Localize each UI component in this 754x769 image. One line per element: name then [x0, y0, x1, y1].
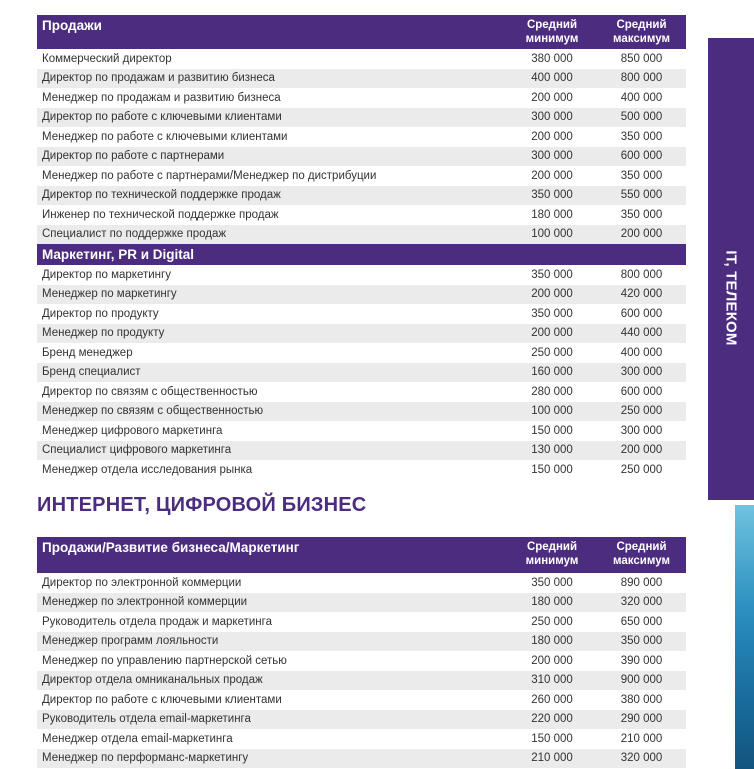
salary-max-cell: 300 000	[597, 363, 686, 383]
salary-min-cell: 200 000	[531, 130, 573, 143]
position-name-cell: Менеджер цифрового маркетинга	[42, 424, 223, 437]
position-name-cell: Менеджер отдела email-маркетинга	[42, 732, 233, 745]
table-row	[37, 690, 686, 710]
salary-min-cell: 160 000	[507, 363, 597, 383]
salary-table-it-telecom	[37, 15, 686, 480]
table-subheader-row	[37, 244, 686, 265]
salary-min-cell: 260 000	[531, 693, 573, 706]
salary-max-cell: 440 000	[597, 324, 686, 344]
salary-max-cell: 250 000	[597, 402, 686, 422]
table-row	[37, 421, 686, 441]
table-row	[37, 88, 686, 108]
position-name-cell: Менеджер по продукту	[37, 324, 507, 344]
salary-max-cell: 400 000	[620, 346, 663, 359]
position-name-cell: Директор по продажам и развитию бизнеса	[37, 69, 507, 89]
salary-min-cell: 210 000	[507, 749, 597, 769]
salary-min-cell: 310 000	[507, 671, 597, 691]
position-name-cell: Директор отдела омниканальных продаж	[37, 671, 507, 691]
salary-min-cell: 380 000	[531, 52, 573, 65]
salary-max-cell: 500 000	[597, 108, 686, 128]
salary-max-cell: 420 000	[597, 285, 686, 305]
table-row	[37, 304, 686, 324]
section-side-tab	[708, 38, 754, 500]
table-row	[37, 147, 686, 167]
salary-min-cell: 130 000	[507, 441, 597, 461]
table-row	[37, 441, 686, 461]
table-row	[37, 593, 686, 613]
table-row	[37, 573, 686, 593]
position-name-cell: Бренд менеджер	[42, 346, 133, 359]
table-header-title: Продажи/Развитие бизнеса/Маркетинг	[37, 537, 507, 573]
salary-min-cell: 200 000	[507, 285, 597, 305]
salary-max-cell: 320 000	[597, 749, 686, 769]
table-row	[37, 651, 686, 671]
sidebar-gradient-decoration	[735, 505, 754, 769]
position-name-cell: Директор по работе с ключевыми клиентами	[42, 693, 282, 706]
salary-max-cell: 390 000	[620, 654, 663, 667]
table-row	[37, 343, 686, 363]
table-row	[37, 460, 686, 480]
table-body-internet-sales	[37, 573, 686, 768]
position-name-cell: Коммерческий директор	[42, 52, 172, 65]
salary-max-cell: 320 000	[597, 593, 686, 613]
salary-table-internet	[37, 537, 686, 768]
salary-min-cell: 200 000	[531, 654, 573, 667]
table-row	[37, 108, 686, 128]
salary-max-cell: 380 000	[620, 693, 663, 706]
table-row	[37, 382, 686, 402]
salary-max-cell: 550 000	[597, 186, 686, 206]
position-name-cell: Директор по маркетингу	[42, 268, 171, 281]
column-header-min: Средний минимум	[507, 15, 597, 49]
salary-min-cell: 350 000	[507, 186, 597, 206]
salary-min-cell: 100 000	[507, 402, 597, 422]
salary-min-cell: 280 000	[531, 385, 573, 398]
table-row	[37, 363, 686, 383]
salary-min-cell: 200 000	[531, 91, 573, 104]
salary-max-cell: 350 000	[597, 632, 686, 652]
salary-min-cell: 150 000	[531, 424, 573, 437]
salary-max-cell: 200 000	[597, 225, 686, 245]
salary-max-cell: 600 000	[620, 307, 663, 320]
section-title: ИНТЕРНЕТ, ЦИФРОВОЙ БИЗНЕС	[37, 494, 367, 516]
table-row	[37, 710, 686, 730]
salary-min-cell: 220 000	[507, 710, 597, 730]
column-header-min: Средний минимум	[507, 537, 597, 573]
position-name-cell: Менеджер по работе с партнерами/Менеджер по дистрибуции	[42, 169, 377, 182]
salary-min-cell: 100 000	[507, 225, 597, 245]
salary-min-cell: 200 000	[507, 324, 597, 344]
position-name-cell: Менеджер по продажам и развитию бизнеса	[42, 91, 281, 104]
position-name-cell: Руководитель отдела продаж и маркетинга	[42, 615, 272, 628]
salary-max-cell: 210 000	[620, 732, 663, 745]
table-row	[37, 49, 686, 69]
position-name-cell: Бренд специалист	[37, 363, 507, 383]
table-subheader-title: Маркетинг, PR и Digital	[37, 244, 686, 265]
position-name-cell: Директор по электронной коммерции	[42, 576, 242, 589]
salary-max-cell: 350 000	[620, 169, 663, 182]
table-header-row	[37, 537, 686, 573]
position-name-cell: Менеджер программ лояльности	[37, 632, 507, 652]
position-name-cell: Менеджер по маркетингу	[37, 285, 507, 305]
table-row	[37, 402, 686, 422]
table-body-marketing	[37, 265, 686, 480]
salary-max-cell: 350 000	[620, 208, 663, 221]
salary-max-cell: 300 000	[620, 424, 663, 437]
table-row	[37, 632, 686, 652]
table-row	[37, 324, 686, 344]
position-name-cell: Менеджер по электронной коммерции	[37, 593, 507, 613]
table-row	[37, 186, 686, 206]
salary-max-cell: 200 000	[597, 441, 686, 461]
column-header-max: Средний максимум	[597, 537, 686, 573]
salary-min-cell: 250 000	[531, 615, 573, 628]
table-row	[37, 612, 686, 632]
salary-min-cell: 150 000	[531, 732, 573, 745]
position-name-cell: Инженер по технической поддержке продаж	[42, 208, 279, 221]
salary-min-cell: 180 000	[531, 208, 573, 221]
salary-max-cell: 600 000	[620, 385, 663, 398]
table-body-sales	[37, 49, 686, 244]
table-row	[37, 127, 686, 147]
salary-min-cell: 300 000	[507, 108, 597, 128]
position-name-cell: Директор по работе с ключевыми клиентами	[37, 108, 507, 128]
salary-max-cell: 350 000	[620, 130, 663, 143]
position-name-cell: Специалист цифрового маркетинга	[37, 441, 507, 461]
table-row	[37, 285, 686, 305]
table-row	[37, 265, 686, 285]
salary-min-cell: 180 000	[507, 632, 597, 652]
salary-min-cell: 150 000	[531, 463, 573, 476]
salary-max-cell: 900 000	[597, 671, 686, 691]
position-name-cell: Менеджер по связям с общественностью	[37, 402, 507, 422]
position-name-cell: Директор по работе с партнерами	[37, 147, 507, 167]
side-tab-label: IT, ТЕЛЕКОМ	[722, 250, 740, 346]
table-row	[37, 749, 686, 769]
position-name-cell: Руководитель отдела email-маркетинга	[37, 710, 507, 730]
table-row	[37, 205, 686, 225]
salary-max-cell: 800 000	[620, 268, 663, 281]
table-row	[37, 671, 686, 691]
position-name-cell: Менеджер отдела исследования рынка	[42, 463, 253, 476]
column-header-max: Средний максимум	[597, 15, 686, 49]
table-row	[37, 69, 686, 89]
position-name-cell: Менеджер по перформанс-маркетингу	[37, 749, 507, 769]
salary-min-cell: 250 000	[531, 346, 573, 359]
salary-max-cell: 850 000	[620, 52, 663, 65]
position-name-cell: Директор по связям с общественностью	[42, 385, 258, 398]
salary-min-cell: 180 000	[507, 593, 597, 613]
salary-max-cell: 250 000	[620, 463, 663, 476]
table-row	[37, 729, 686, 749]
salary-min-cell: 350 000	[531, 307, 573, 320]
position-name-cell: Менеджер по управлению партнерской сетью	[42, 654, 287, 667]
salary-max-cell: 290 000	[597, 710, 686, 730]
table-header-title: Продажи	[37, 15, 507, 49]
position-name-cell: Специалист по поддержке продаж	[37, 225, 507, 245]
salary-min-cell: 200 000	[531, 169, 573, 182]
salary-max-cell: 650 000	[620, 615, 663, 628]
position-name-cell: Директор по технической поддержке продаж	[37, 186, 507, 206]
table-header-row	[37, 15, 686, 49]
salary-min-cell: 400 000	[507, 69, 597, 89]
salary-min-cell: 300 000	[507, 147, 597, 167]
position-name-cell: Директор по продукту	[42, 307, 159, 320]
salary-max-cell: 890 000	[620, 576, 663, 589]
salary-max-cell: 800 000	[597, 69, 686, 89]
table-row	[37, 225, 686, 245]
salary-max-cell: 600 000	[597, 147, 686, 167]
salary-min-cell: 350 000	[531, 268, 573, 281]
table-row	[37, 166, 686, 186]
position-name-cell: Менеджер по работе с ключевыми клиентами	[42, 130, 288, 143]
salary-min-cell: 350 000	[531, 576, 573, 589]
salary-max-cell: 400 000	[620, 91, 663, 104]
